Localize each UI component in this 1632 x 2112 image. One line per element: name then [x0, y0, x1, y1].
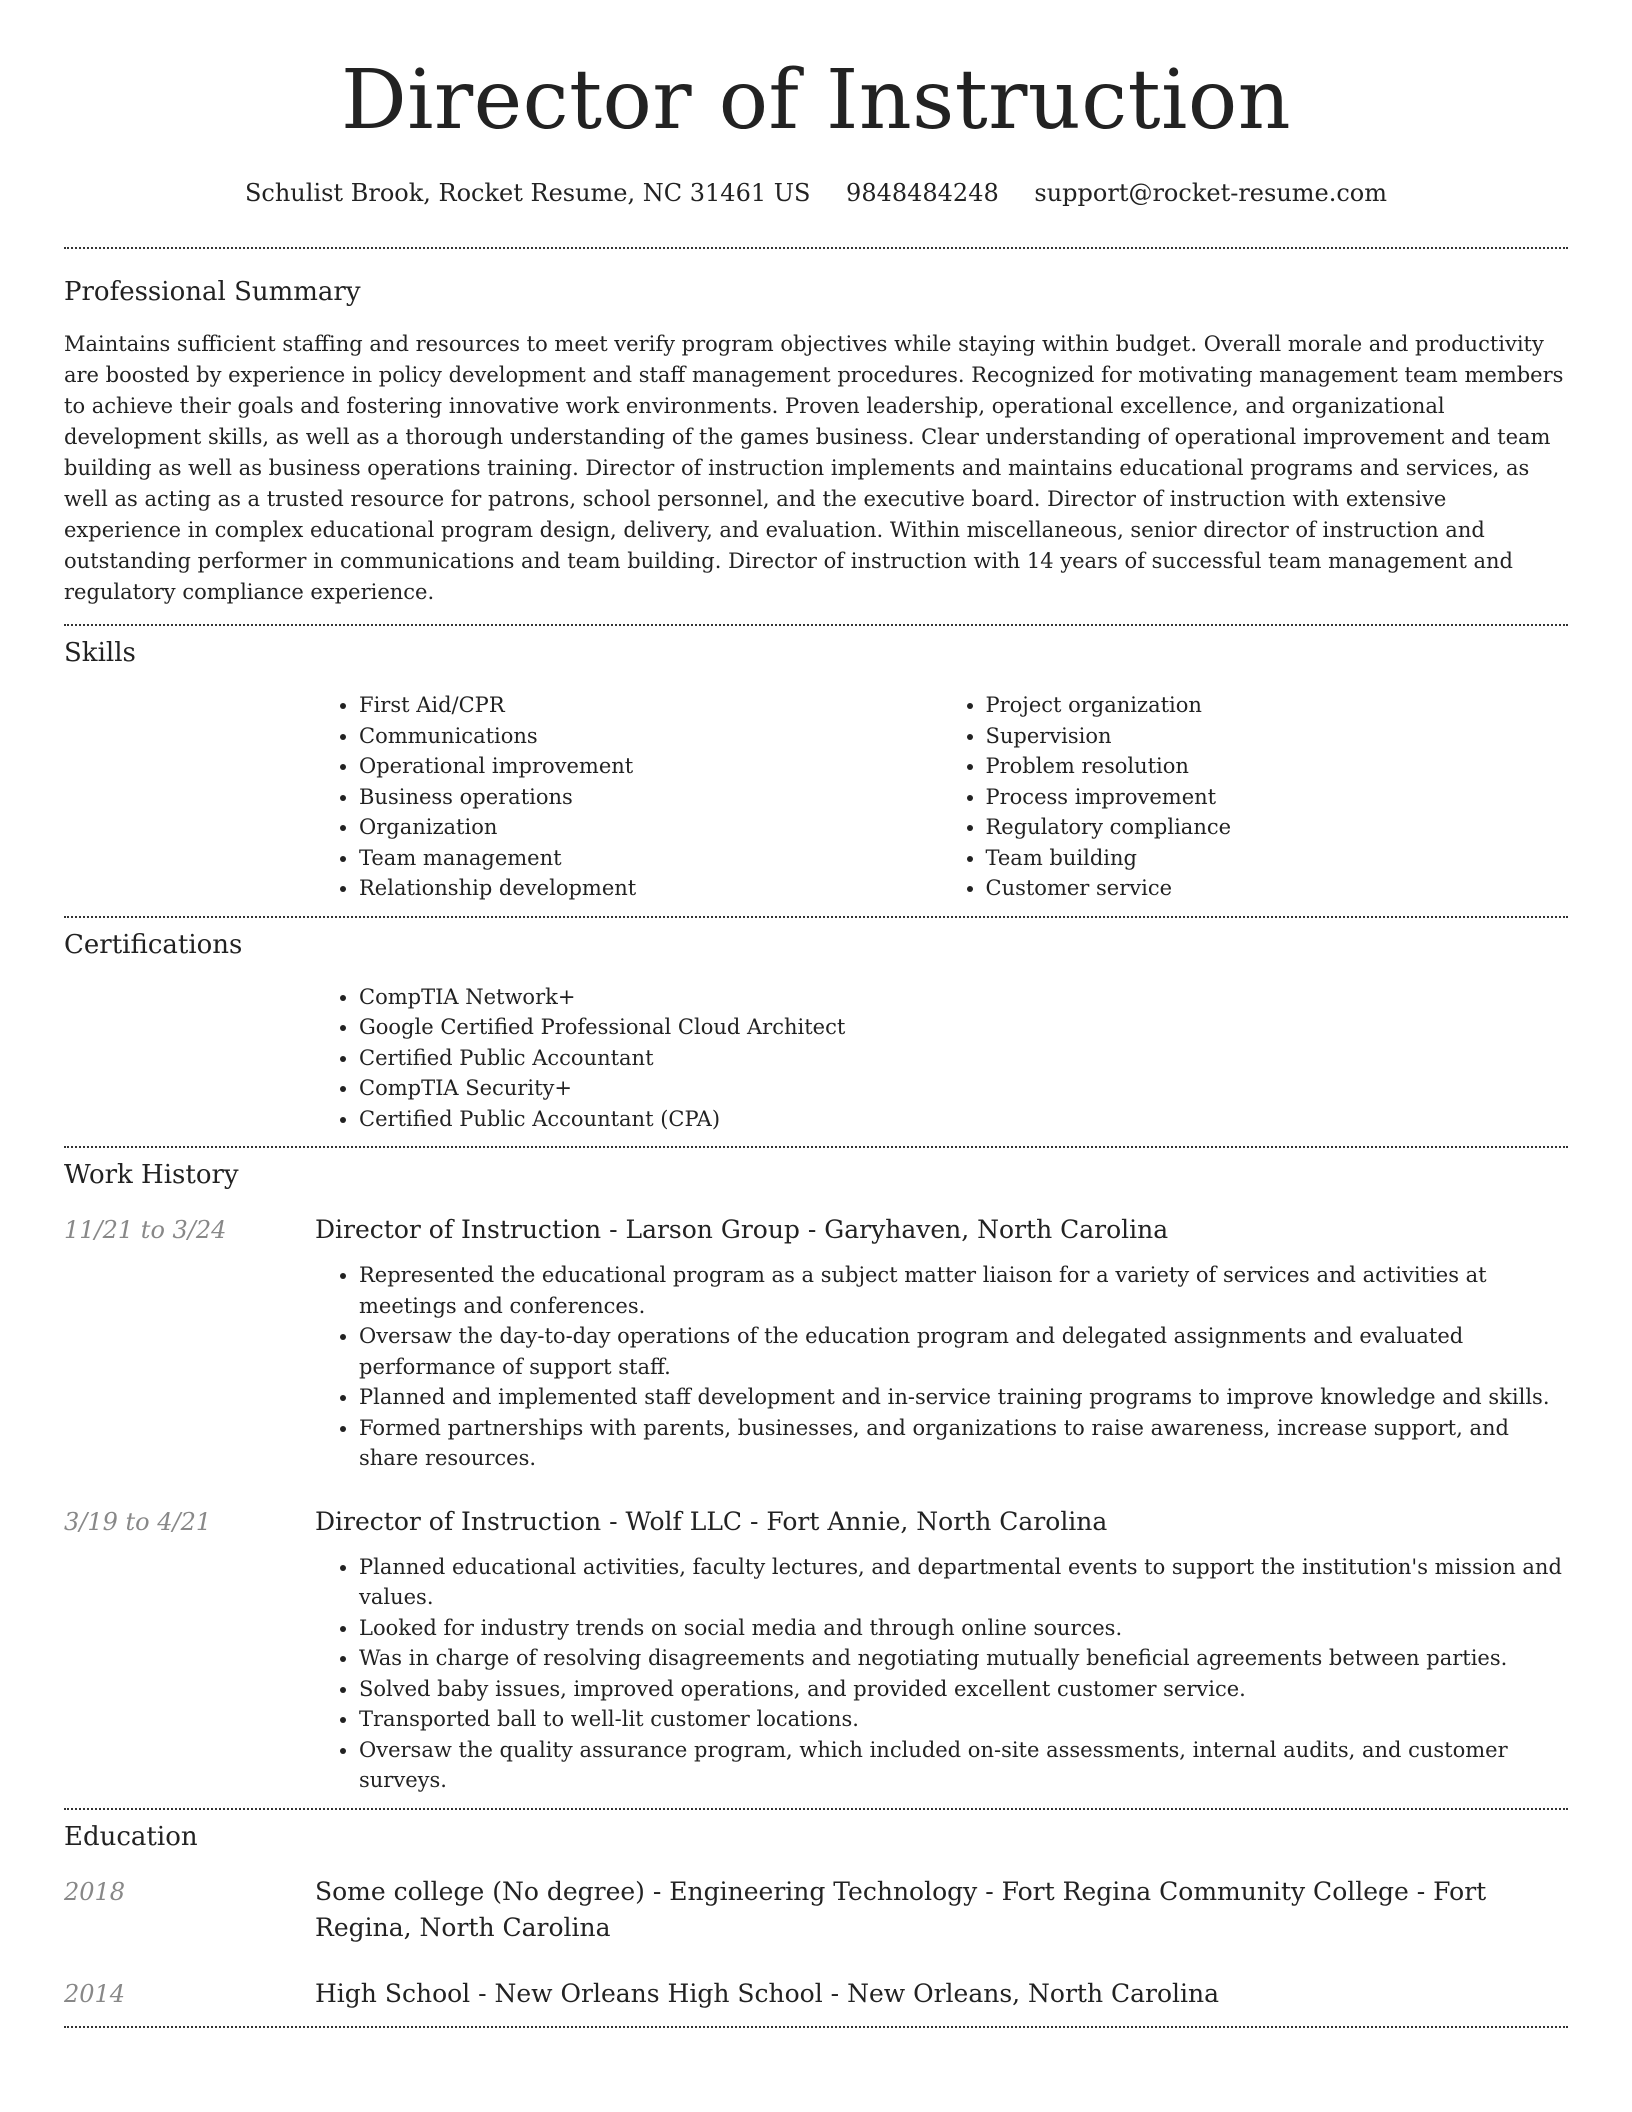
summary-text: Maintains sufficient staffing and resources to meet verify program objectives while staying within budget. Overall morale and productivity are boosted by experience in policy development and staff management procedures. Recognized for motivating management team members to achieve their goals and fostering innovative work environments. Proven leadership, operational excellence, and organizational development skills, as well as a thorough understanding of the games business. Clear understanding of operational improvement and team building as well as business operations training. Director of instruction implements and maintains educational programs and services, as well as acting as a trusted resource for patrons, school personnel, and the executive board. Director of instruction with extensive experience in complex educational program design, delivery, and evaluation. Within miscellaneous, senior director of instruction and outstanding performer in communications and team building. Director of instruction with 14 years of successful team management and regulatory compliance experience. — [64, 332, 1564, 604]
divider — [64, 2026, 1568, 2028]
section-heading: Professional Summary — [64, 277, 361, 307]
list-item: • Relationship development — [359, 873, 942, 904]
contact-address: Schulist Brook, Rocket Resume, NC 31461 US — [244, 179, 811, 207]
list-item: • Transported ball to well-lit customer locations. — [359, 1704, 1568, 1735]
section-heading: Certifications — [64, 929, 243, 960]
list-item: • Organization — [359, 812, 942, 843]
list-item: • Formed partnerships with parents, businesses, and organizations to raise awareness, increase support, and share resources. — [359, 1413, 1568, 1474]
list-item: • Communications — [359, 721, 942, 752]
certifications-section — [64, 918, 1568, 1147]
education-year: 2018 — [64, 1877, 126, 1906]
job-entry — [64, 1504, 1568, 1808]
list-item: • CompTIA Network+ — [359, 982, 1568, 1013]
contact-line — [64, 177, 1568, 209]
education-entry — [64, 1874, 1568, 1946]
list-item: • Business operations — [359, 782, 942, 813]
list-item: • Solved baby issues, improved operations, and provided excellent customer service. — [359, 1674, 1568, 1705]
list-item: • Problem resolution — [986, 751, 1569, 782]
list-item: • Oversaw the day-to-day operations of the education program and delegated assignments and evaluated performance of support staff. — [359, 1321, 1568, 1382]
job-dates: 3/19 to 4/21 — [64, 1507, 212, 1536]
section-heading: Education — [64, 1821, 198, 1852]
list-item: • Operational improvement — [359, 751, 942, 782]
job-entry — [64, 1212, 1568, 1474]
job-dates: 11/21 to 3/24 — [64, 1216, 227, 1244]
resume-page — [64, 0, 1568, 2028]
education-details: High School - New Orleans High School - New Orleans, North Carolina — [315, 1978, 1220, 2008]
summary-section — [64, 249, 1568, 624]
work-history-section — [64, 1148, 1568, 1808]
list-item: • Certified Public Accountant — [359, 1043, 1568, 1074]
contact-phone: 9848484248 — [846, 179, 999, 207]
section-heading: Work History — [64, 1160, 239, 1190]
job-bullets — [315, 1552, 1568, 1796]
resume-title: Director of Instruction — [340, 53, 1291, 148]
skills-list-left — [315, 690, 942, 904]
skills-list-right — [942, 690, 1569, 904]
certifications-list — [315, 982, 1568, 1135]
section-heading: Skills — [64, 638, 136, 668]
list-item: • Process improvement — [986, 782, 1569, 813]
education-section — [64, 1810, 1568, 2026]
list-item: • CompTIA Security+ — [359, 1073, 1568, 1104]
skills-section — [64, 626, 1568, 916]
list-item: • Looked for industry trends on social media and through online sources. — [359, 1613, 1568, 1644]
education-year: 2014 — [64, 1979, 126, 2008]
list-item: • Oversaw the quality assurance program, which included on-site assessments, internal audits, and customer surveys. — [359, 1735, 1568, 1796]
list-item: • Certified Public Accountant (CPA) — [359, 1104, 1568, 1135]
education-entry — [64, 1976, 1568, 2026]
job-title: Director of Instruction - Larson Group - Garyhaven, North Carolina — [315, 1215, 1169, 1244]
education-details: Some college (No degree) - Engineering Technology - Fort Regina Community College - Fort Regina, North Carolina — [315, 1876, 1487, 1942]
list-item: • Project organization — [986, 690, 1569, 721]
list-item: • Supervision — [986, 721, 1569, 752]
job-bullets — [315, 1260, 1568, 1474]
list-item: • Was in charge of resolving disagreements and negotiating mutually beneficial agreements between parties. — [359, 1643, 1568, 1674]
list-item: • Regulatory compliance — [986, 812, 1569, 843]
list-item: • First Aid/CPR — [359, 690, 942, 721]
list-item: • Planned and implemented staff development and in-service training programs to improve knowledge and skills. — [359, 1382, 1568, 1413]
contact-email: support@rocket-resume.com — [1034, 179, 1388, 207]
list-item: • Team building — [986, 843, 1569, 874]
skills-grid — [315, 690, 1568, 916]
list-item: • Team management — [359, 843, 942, 874]
job-title: Director of Instruction - Wolf LLC - Fort Annie, North Carolina — [315, 1506, 1108, 1536]
list-item: • Customer service — [986, 873, 1569, 904]
list-item: • Google Certified Professional Cloud Architect — [359, 1012, 1568, 1043]
list-item: • Represented the educational program as a subject matter liaison for a variety of services and activities at meetings and conferences. — [359, 1260, 1568, 1321]
list-item: • Planned educational activities, faculty lectures, and departmental events to support the institution's mission and values. — [359, 1552, 1568, 1613]
